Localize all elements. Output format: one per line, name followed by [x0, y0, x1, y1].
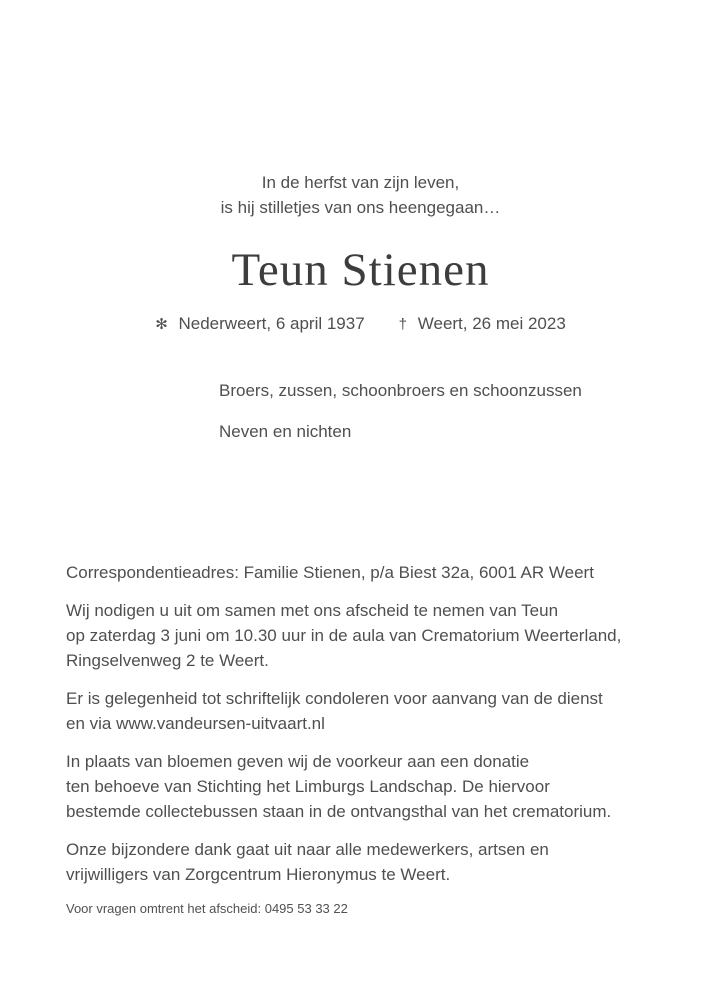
paragraph-invitation-line-2: op zaterdag 3 juni om 10.30 uur in de aula van Crematorium Weerterland,	[66, 626, 622, 645]
contact-phone-note: Voor vragen omtrent het afscheid: 0495 53 33 22	[66, 901, 348, 916]
intro-verse-line-1: In de herfst van zijn leven,	[261, 173, 460, 192]
paragraph-invitation	[66, 598, 676, 673]
correspondence-address	[66, 560, 676, 585]
birth-death-dates	[0, 311, 721, 337]
paragraph-condolence	[66, 686, 676, 736]
paragraph-thanks-line-2: vrijwilligers van Zorgcentrum Hieronymus te Weert.	[66, 865, 451, 884]
paragraph-condolence-line-1: Er is gelegenheid tot schriftelijk condoleren voor aanvang van de dienst	[66, 689, 603, 708]
death-dagger-icon: †	[398, 316, 408, 333]
deceased-name: Teun Stienen	[231, 244, 490, 296]
death-place-date: Weert, 26 mei 2023	[417, 314, 566, 333]
death-date	[399, 311, 566, 337]
paragraph-donation-line-1: In plaats van bloemen geven wij de voorkeur aan een donatie	[66, 752, 530, 771]
paragraph-thanks	[66, 837, 676, 887]
paragraph-donation	[66, 749, 676, 824]
correspondence-address-line: Correspondentieadres: Familie Stienen, p/a Biest 32a, 6001 AR Weert	[66, 563, 594, 582]
intro-verse-line-2: is hij stilletjes van ons heengegaan…	[220, 198, 501, 217]
paragraph-donation-line-2: ten behoeve van Stichting het Limburgs Landschap. De hiervoor	[66, 777, 550, 796]
birth-place-date: Nederweert, 6 april 1937	[178, 314, 365, 333]
intro-verse	[0, 170, 721, 220]
relatives-list	[219, 378, 582, 444]
birth-star-icon: ✻	[155, 316, 168, 333]
announcement-body	[66, 560, 676, 918]
paragraph-condolence-line-2: en via www.vandeursen-uitvaart.nl	[66, 714, 325, 733]
paragraph-thanks-line-1: Onze bijzondere dank gaat uit naar alle medewerkers, artsen en	[66, 840, 549, 859]
paragraph-invitation-line-3: Ringselvenweg 2 te Weert.	[66, 651, 269, 670]
paragraph-donation-line-3: bestemde collectebussen staan in de ontvangsthal van het crematorium.	[66, 802, 612, 821]
relatives-line-1: Broers, zussen, schoonbroers en schoonzussen	[219, 381, 582, 400]
paragraph-invitation-line-1: Wij nodigen u uit om samen met ons afscheid te nemen van Teun	[66, 601, 559, 620]
relatives-line-2: Neven en nichten	[219, 422, 352, 441]
birth-date	[155, 311, 364, 337]
